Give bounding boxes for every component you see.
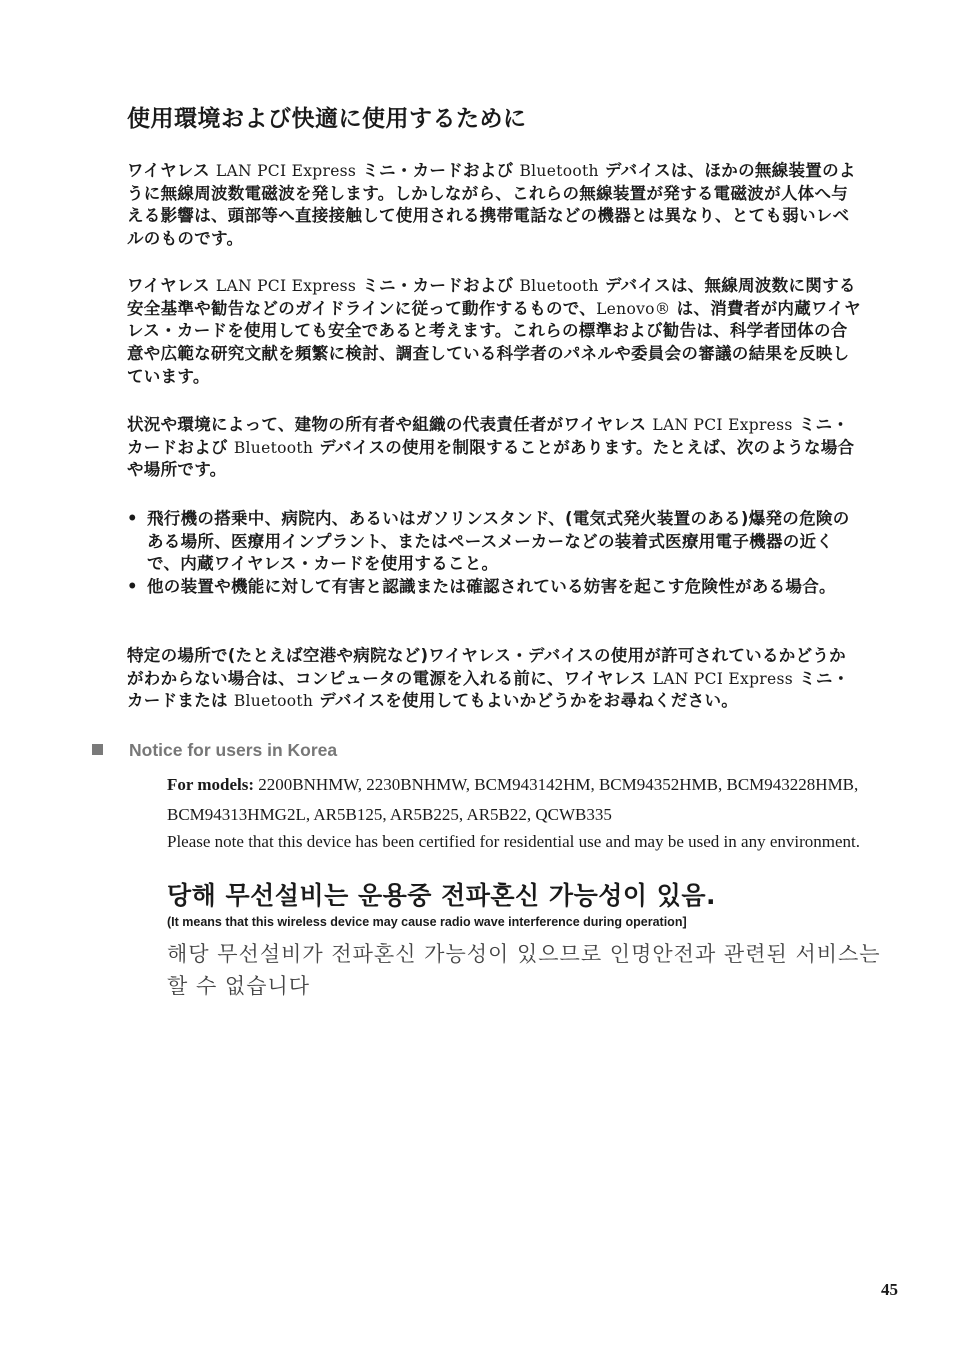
paragraph-ask-permission: 特定の場所で(たとえば空港や病院など)ワイヤレス・デバイスの使用が許可されているかどうかがわからない場合は、コンピュータの電源を入れる前に、ワイヤレス LAN PCI Express ミニ・カードまたは Bluetooth デバイスを使用してもよいかどうかをお尋ねください。 [127, 646, 850, 711]
certification-note: Please note that this device has been certified for residential use and may be used in any environment. [167, 832, 860, 851]
section-heading-korea: Notice for users in Korea [92, 740, 337, 761]
square-bullet-icon [92, 744, 103, 755]
restriction-list [127, 508, 862, 599]
models-line: For models: 2200BNHMW, 2230BNHMW, BCM943142HM, BCM94352HMB, BCM943228HMB, BCM94313HMG2L, AR5B125, AR5B225, AR5B22, QCWB335 [167, 775, 859, 824]
paragraph-safety-standards: ワイヤレス LAN PCI Express ミニ・カードおよび Bluetooth デバイスは、無線周波数に関する安全基準や勧告などのガイドラインに従って動作するもので、Lenovo® は、消費者が内蔵ワイヤレス・カードを使用しても安全であると考えます。これらの標準および勧告は、科学者団体の合意や広範な研究文献を頻繁に検討、調査している科学者のパネルや委員会の審議の結果を反映しています。 [127, 276, 861, 386]
korean-notice: 당해 무선설비는 운용중 전파혼신 가능성이 있음. [167, 881, 717, 910]
korean-translation: (It means that this wireless device may cause radio wave interference during operation] [167, 915, 687, 929]
korean-service-notice: 해당 무선설비가 전파혼신 가능성이 있으므로 인명안전과 관련된 서비스는 할 수 없습니다 [167, 942, 881, 998]
page-number: 45 [881, 1280, 898, 1299]
page-title: 使用環境および快適に使用するために [127, 106, 527, 132]
paragraph-emission: ワイヤレス LAN PCI Express ミニ・カードおよび Bluetooth デバイスは、ほかの無線装置のように無線周波数電磁波を発します。しかしながら、これらの無線装置が発する電磁波が人体へ与える影響は、頭部等へ直接接触して使用される携帯電話などの機器とは異なり、とても弱いレベルのものです。 [127, 161, 856, 249]
paragraph-restrictions: 状況や環境によって、建物の所有者や組織の代表責任者がワイヤレス LAN PCI Express ミニ・カードおよび Bluetooth デバイスの使用を制限することがあります。たとえば、次のような場合や場所です。 [127, 415, 855, 480]
list-item: • 他の装置や機能に対して有害と認識または確認されている妨害を起こす危険性がある場合。 [127, 577, 836, 597]
list-item: • 飛行機の搭乗中、病院内、あるいはガソリンスタンド、(電気式発火装置のある)爆発の危険のある場所、医療用インプラント、またはペースメーカーなどの装着式医療用電子機器の近くで、内蔵ワイヤレス・カードを使用すること。 [127, 509, 850, 574]
